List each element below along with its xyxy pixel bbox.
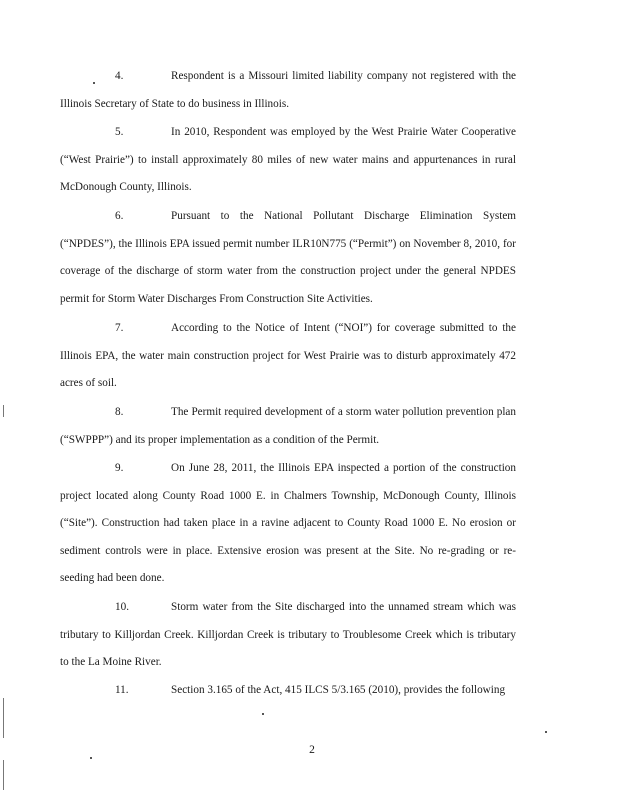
- scan-speck: [90, 757, 92, 759]
- paragraph-7: [60, 315, 516, 398]
- scan-speck: [93, 82, 95, 84]
- scan-edge-mark: [3, 760, 4, 790]
- paragraph-8: [60, 399, 516, 454]
- paragraph-number: 8.: [115, 406, 124, 418]
- paragraph-number: 4.: [115, 70, 124, 82]
- paragraph-text: Section 3.165 of the Act, 415 ILCS 5/3.165 (2010), provides the following: [171, 684, 506, 696]
- page-number: 2: [309, 744, 315, 756]
- paragraph-number: 11.: [115, 684, 129, 696]
- paragraph-text: Pursuant to the National Pollutant Discharge Elimination System (“NPDES”), the Illinois EPA issued permit number ILR10N775 (“Permit”) on November 8, 2010, for coverage of the discharge of storm water from the construction project under the general NPDES permit for Storm Water Discharges From Construction Site Activities.: [60, 210, 516, 305]
- paragraph-6: [60, 203, 516, 313]
- paragraph-text: On June 28, 2011, the Illinois EPA inspected a portion of the construction project located along County Road 1000 E. in Chalmers Township, McDonough County, Illinois (“Site”). Construction had taken place in a ravine adjacent to County Road 1000 E. No erosion or sediment controls were in place. Extensive erosion was present at the Site. No re-grading or re-seeding had been done.: [60, 462, 516, 585]
- paragraph-text: According to the Notice of Intent (“NOI”) for coverage submitted to the Illinois EPA, the water main construction project for West Prairie was to disturb approximately 472 acres of soil.: [60, 322, 516, 390]
- scan-speck: [262, 713, 264, 715]
- paragraph-text: In 2010, Respondent was employed by the West Prairie Water Cooperative (“West Prairie”) to install approximately 80 miles of new water mains and appurtenances in rural McDonough County, Illinois.: [60, 126, 516, 194]
- scan-edge-mark: [3, 405, 4, 417]
- paragraph-10: [60, 594, 516, 677]
- scan-edge-mark: [3, 698, 4, 738]
- paragraph-text: Respondent is a Missouri limited liability company not registered with the Illinois Secretary of State to do business in Illinois.: [60, 70, 516, 110]
- paragraph-5: [60, 119, 516, 202]
- paragraph-11: [60, 677, 516, 705]
- paragraph-number: 7.: [115, 322, 124, 334]
- paragraph-number: 9.: [115, 462, 124, 474]
- paragraph-9: [60, 455, 516, 593]
- paragraph-number: 6.: [115, 210, 124, 222]
- paragraph-number: 10.: [115, 601, 129, 613]
- scan-speck: [545, 731, 547, 733]
- paragraph-4: [60, 63, 516, 118]
- paragraph-number: 5.: [115, 126, 124, 138]
- paragraph-text: Storm water from the Site discharged into the unnamed stream which was tributary to Killjordan Creek. Killjordan Creek is tributary to Troublesome Creek which is tributary to the La Moine River.: [60, 601, 516, 669]
- paragraph-text: The Permit required development of a storm water pollution prevention plan (“SWPPP”) and its proper implementation as a condition of the Permit.: [60, 406, 516, 446]
